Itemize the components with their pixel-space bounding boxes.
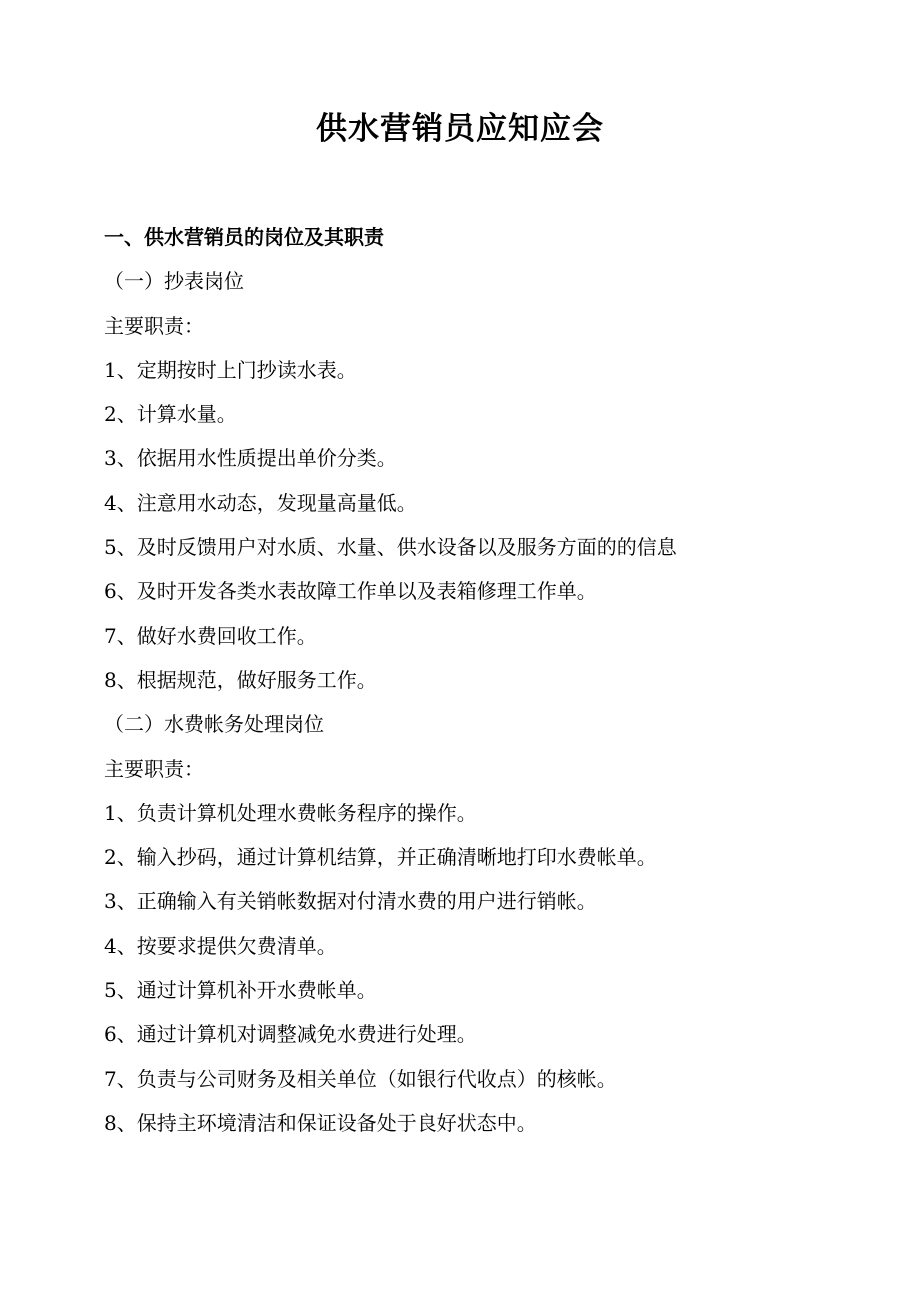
duties-label: 主要职责： xyxy=(104,756,204,781)
section-heading: 一、供水营销员的岗位及其职责 xyxy=(104,225,384,249)
list-item: 7、负责与公司财务及相关单位（如银行代收点）的核帐。 xyxy=(104,1066,617,1091)
duties-label: 主要职责： xyxy=(104,313,204,338)
list-item: 2、输入抄码，通过计算机结算，并正确清晰地打印水费帐单。 xyxy=(104,845,657,870)
list-item: 3、依据用水性质提出单价分类。 xyxy=(104,446,397,471)
list-item: 8、根据规范，做好服务工作。 xyxy=(104,667,377,692)
list-item: 2、计算水量。 xyxy=(104,402,237,427)
list-item: 6、及时开发各类水表故障工作单以及表箱修理工作单。 xyxy=(104,579,597,604)
post-title-meter-reading: （一）抄表岗位 xyxy=(104,269,244,294)
list-item: 6、通过计算机对调整减免水费进行处理。 xyxy=(104,1022,477,1047)
list-item: 1、定期按时上门抄读水表。 xyxy=(104,357,357,382)
list-item: 5、及时反馈用户对水质、水量、供水设备以及服务方面的的信息 xyxy=(104,535,677,560)
document-title: 供水营销员应知应会 xyxy=(316,111,604,147)
list-item: 8、保持主环境清洁和保证设备处于良好状态中。 xyxy=(104,1110,537,1135)
list-item: 3、正确输入有关销帐数据对付清水费的用户进行销帐。 xyxy=(104,889,597,914)
list-item: 1、负责计算机处理水费帐务程序的操作。 xyxy=(104,800,477,825)
document-body xyxy=(104,215,844,1145)
list-item: 5、通过计算机补开水费帐单。 xyxy=(104,978,377,1003)
list-item: 4、按要求提供欠费清单。 xyxy=(104,933,337,958)
post-title-billing: （二）水费帐务处理岗位 xyxy=(104,712,324,737)
list-item: 7、做好水费回收工作。 xyxy=(104,623,317,648)
list-item: 4、注意用水动态，发现量高量低。 xyxy=(104,490,417,515)
